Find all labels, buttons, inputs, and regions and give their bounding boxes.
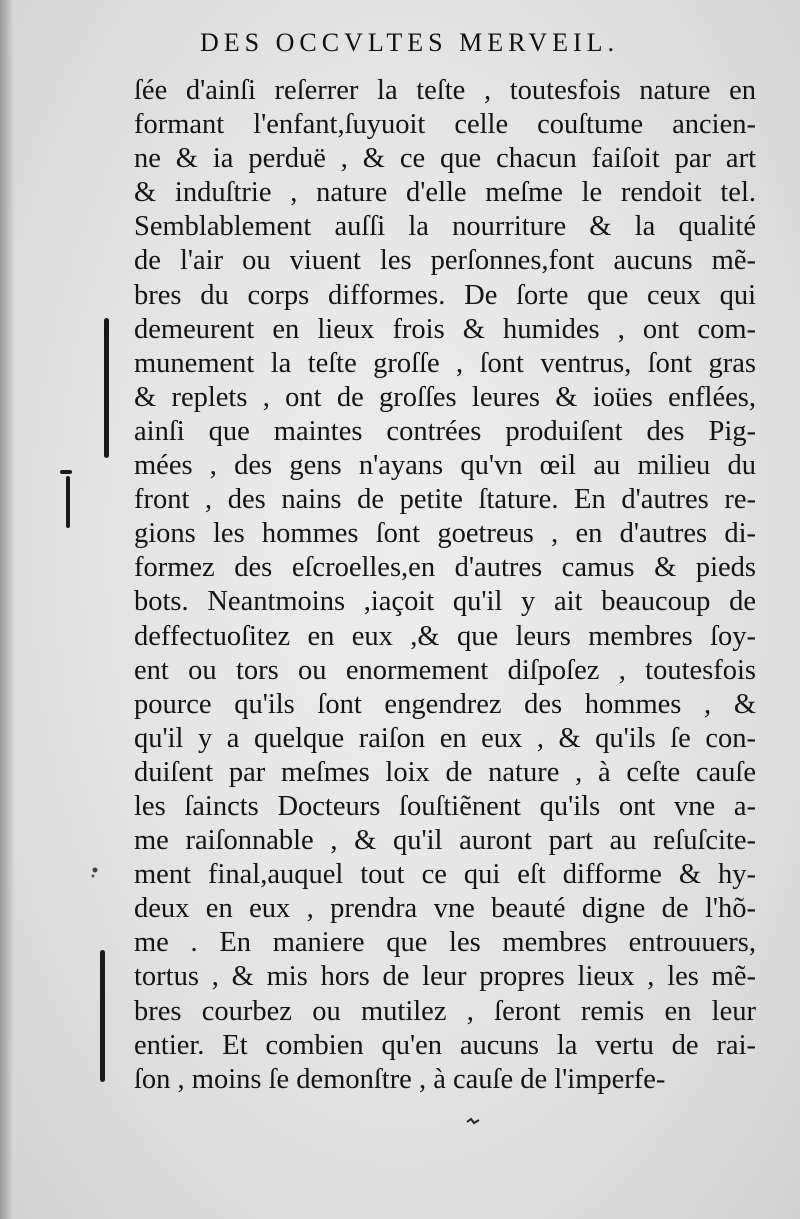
ink-speck-icon [88,862,102,882]
text-line: me raiſonnable , & qu'il auront part au reſuſcite- [134,825,756,857]
text-line: front , des nains de petite ſtature. En d'autres re- [134,484,756,516]
body-text [134,74,756,1097]
text-line: formez des eſcroelles,en d'autres camus & pieds [134,552,756,584]
text-line: gions les hommes ſont goetreus , en d'autres di- [134,518,756,550]
text-line: ne & ia perduë , & ce que chacun faiſoit par art [134,143,756,175]
margin-bracket-mark [60,470,72,474]
text-line: ainſi que maintes contrées produiſent des Pig- [134,415,756,447]
margin-bracket-mark [100,950,105,1082]
text-line: ſée d'ainſi reſerrer la teſte , toutesfois nature en [134,75,756,106]
ink-speck-icon [466,1116,480,1126]
margin-bracket-mark [104,318,109,458]
text-line: me . En maniere que les membres entrouuers, [134,927,756,959]
text-line: munement la teſte groſſe , ſont ventrus, ſont gras [134,347,756,379]
text-line: deux en eux , prendra vne beauté digne de l'hõ- [134,893,756,925]
text-line: ſon , moins ſe demonſtre , à cauſe de l'imperfe- [134,1063,666,1095]
margin-bracket-mark [66,476,70,528]
text-line: pource qu'ils ſont engendrez des hommes , & [134,688,756,720]
text-line: bres du corps difformes. De ſorte que ceux qui [134,279,756,311]
text-line: ent ou tors ou enormement diſpoſez , toutesfois [134,654,756,686]
text-line: entier. Et combien qu'en aucuns la vertu de rai- [134,1029,756,1061]
running-head: DES OCCVLTES MERVEIL. [200,28,620,57]
text-line: Semblablement auſſi la nourriture & la qualité [134,211,756,243]
text-line: ment final,auquel tout ce qui eſt difforme & hy- [134,859,756,891]
text-line: & induſtrie , nature d'elle meſme le rendoit tel. [134,177,756,209]
text-line: duiſent par meſmes loix de nature , à ceſte cauſe [134,756,756,788]
text-line: formant l'enfant,ſuyuoit celle couſtume ancien- [134,109,756,141]
text-line: bots. Neantmoins ,iaçoit qu'il y ait beaucoup de [134,586,756,618]
text-line: deffectuoſitez en eux ,& que leurs membres ſoy- [134,620,756,652]
text-line: bres courbez ou mutilez , ſeront remis en leur [134,995,756,1027]
text-line: qu'il y a quelque raiſon en eux , & qu'ils ſe con- [134,722,756,754]
page-gutter-shadow [0,0,14,1219]
text-line: les ſaincts Docteurs ſouſtiẽnent qu'ils ont vne a- [134,790,756,822]
text-line: mées , des gens n'ayans qu'vn œil au milieu du [134,450,756,482]
text-line: tortus , & mis hors de leur propres lieux , les mẽ- [134,961,756,993]
text-line: de l'air ou viuent les perſonnes,font aucuns mẽ- [134,245,756,277]
text-line: demeurent en lieux frois & humides , ont com- [134,313,756,345]
text-line: & replets , ont de groſſes leures & ioües enflées, [134,381,756,413]
